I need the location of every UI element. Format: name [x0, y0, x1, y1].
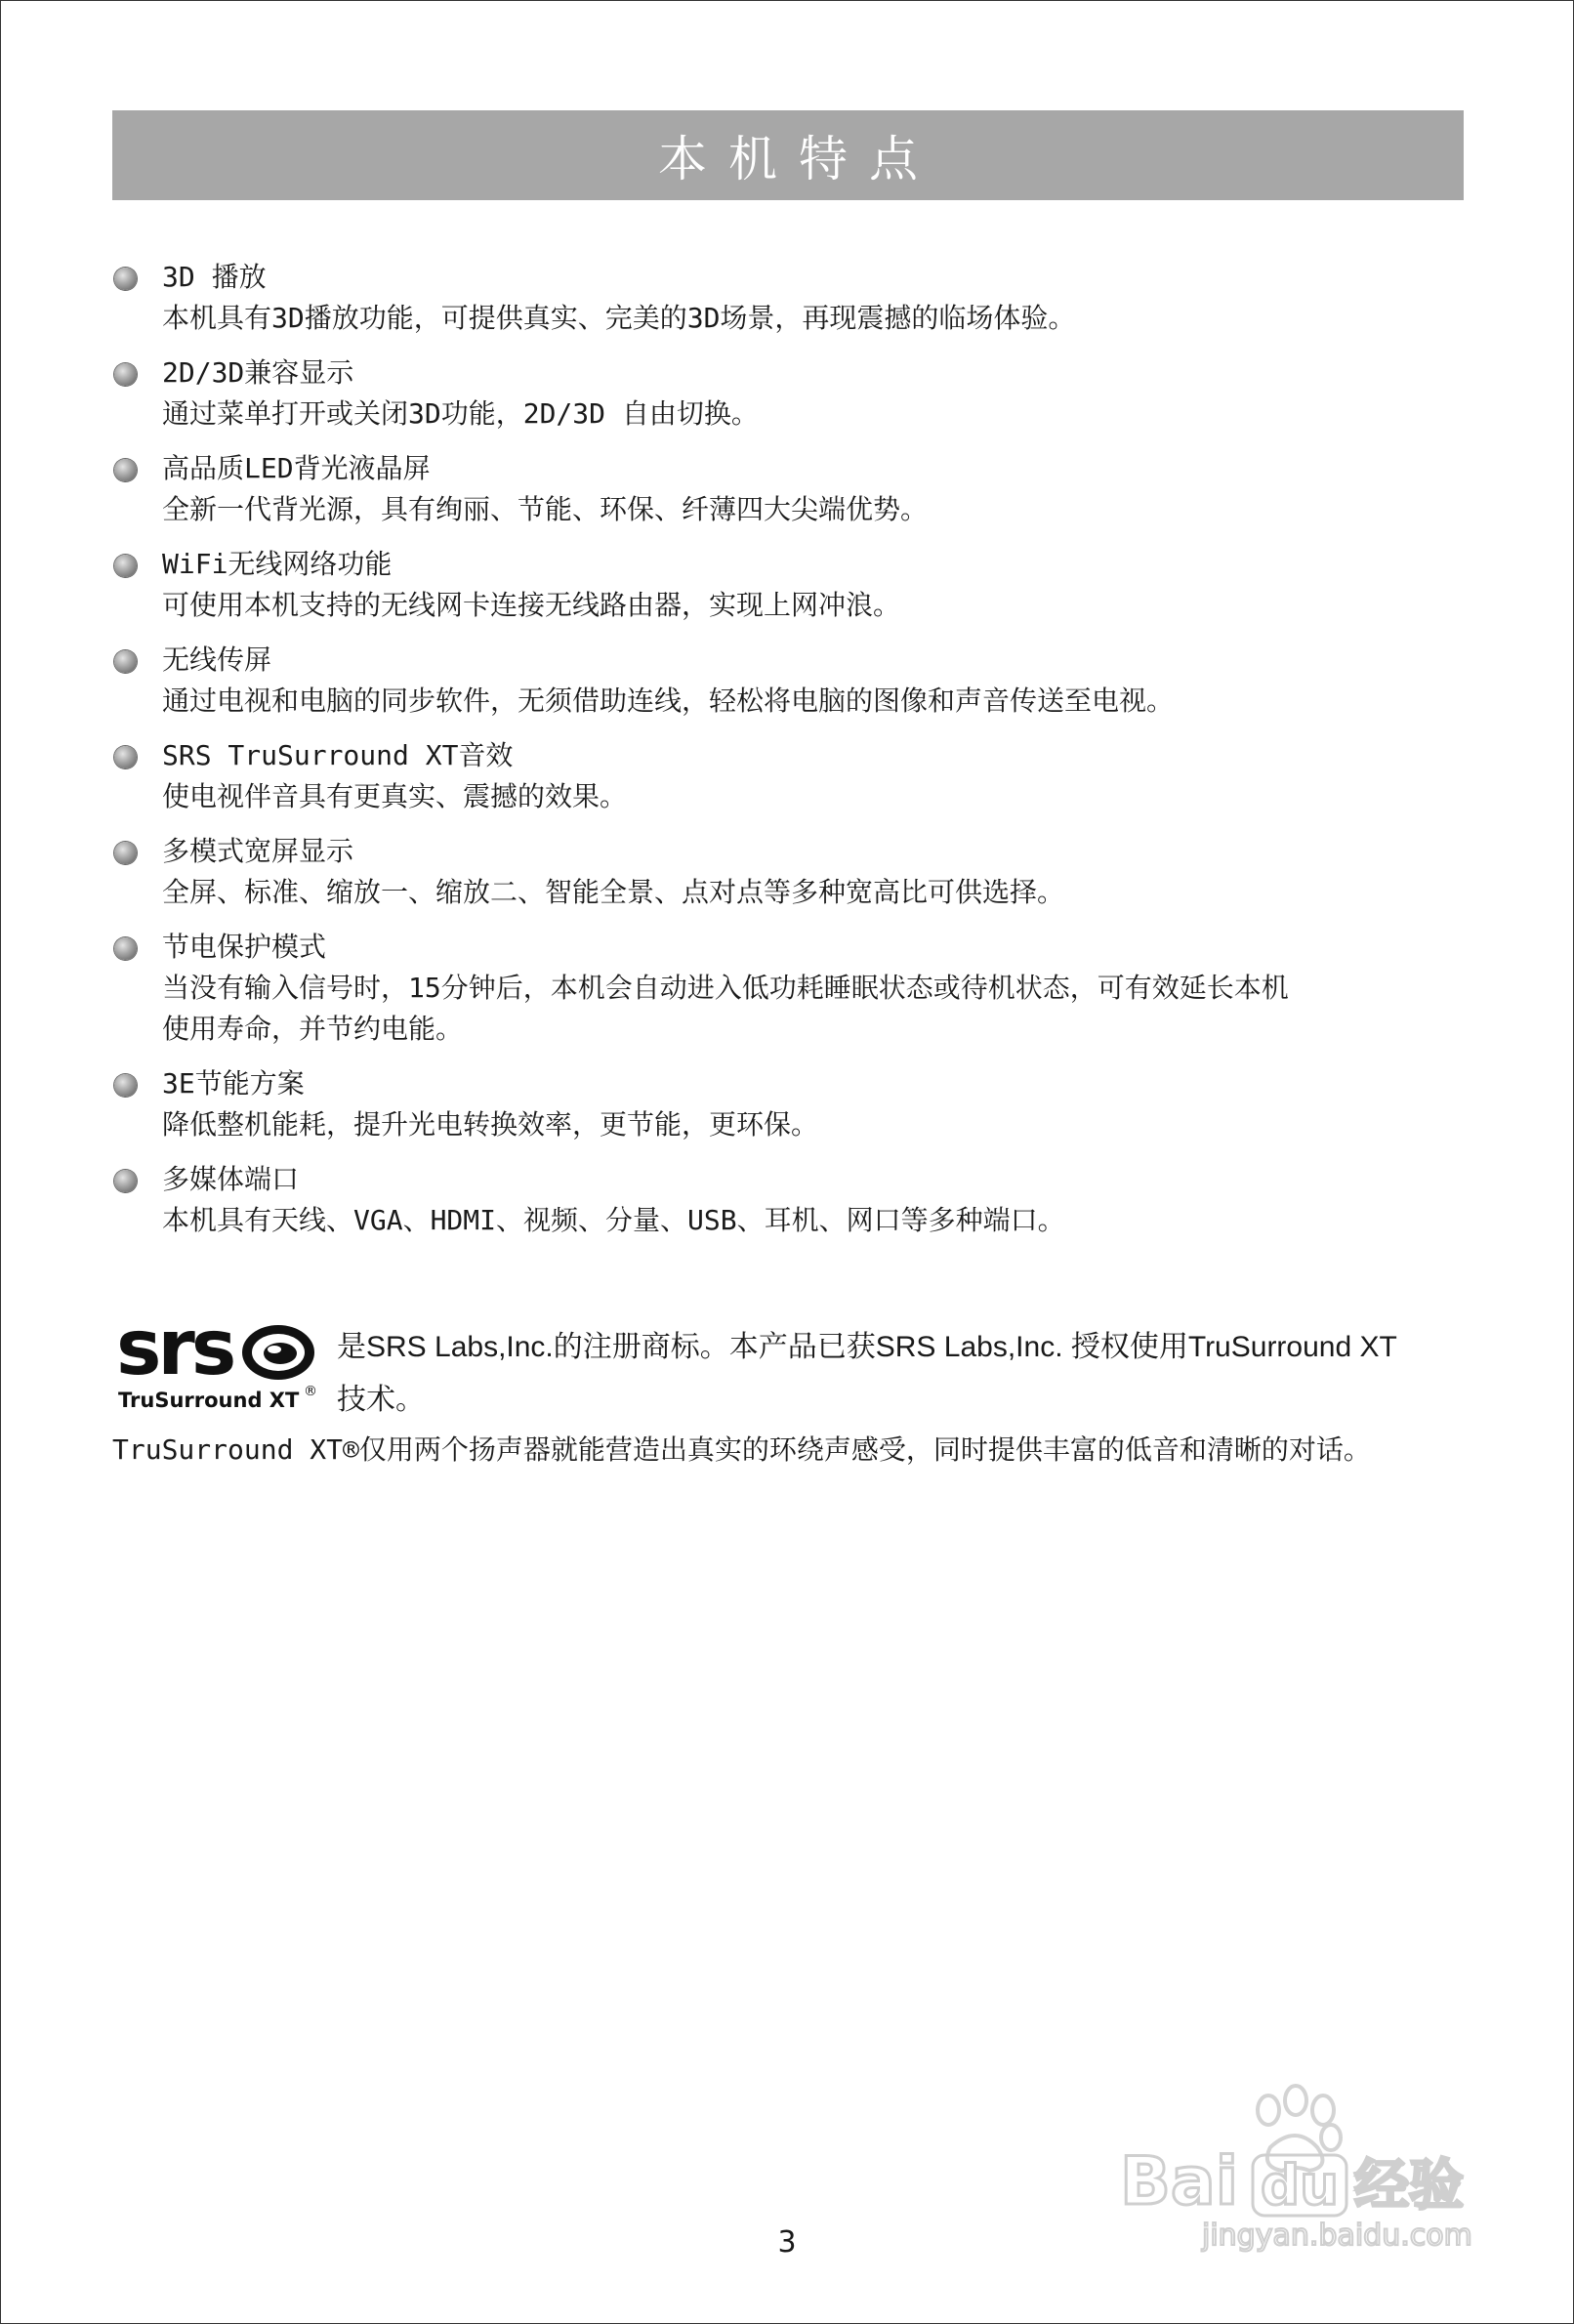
feature-description: 当没有输入信号时，15分钟后，本机会自动进入低功耗睡眠状态或待机状态，可有效延长本机 [162, 972, 1289, 1004]
feature-item [112, 353, 1470, 435]
srs-logo-ring-center [264, 1343, 297, 1364]
feature-description: 降低整机能耗，提升光电转换效率，更节能，更环保。 [162, 1108, 819, 1141]
srs-trademark-line-2: 技术。 [337, 1384, 425, 1416]
watermark-url: jingyan.baidu.com [1202, 2219, 1472, 2253]
bullet-icon [114, 459, 137, 481]
feature-title: 节电保护模式 [162, 931, 327, 963]
page-number: 3 [777, 2225, 797, 2260]
feature-item [112, 640, 1470, 722]
feature-item [112, 448, 1470, 530]
watermark-brand-du: du [1261, 2154, 1339, 2218]
srs-trusurround-logo [116, 1313, 341, 1413]
feature-description: 使用寿命，并节约电能。 [162, 1013, 464, 1045]
srs-trademark-text [337, 1321, 1470, 1427]
feature-title: 高品质LED背光液晶屏 [162, 452, 431, 484]
trusurround-note: TruSurround XT®仅用两个扬声器就能营造出真实的环绕声感受，同时提供丰富的低音和清晰的对话。 [112, 1433, 1371, 1466]
watermark-brand-latin: Bai [1120, 2143, 1239, 2220]
watermark-brand-cn: 经验 [1354, 2154, 1464, 2218]
srs-logo-mark: ® [304, 1384, 317, 1399]
feature-title: 多模式宽屏显示 [162, 835, 354, 867]
srs-trademark-line-1: 是SRS Labs,Inc.的注册商标。本产品已获SRS Labs,Inc. 授权使用TruSurround XT [337, 1331, 1397, 1363]
srs-logo-text: srs [116, 1313, 233, 1392]
feature-item [112, 544, 1470, 626]
feature-description: 使电视伴音具有更真实、震撼的效果。 [162, 780, 628, 812]
feature-item [112, 1159, 1470, 1241]
feature-title: WiFi无线网络功能 [162, 548, 393, 580]
feature-title: 3E节能方案 [162, 1067, 305, 1100]
feature-title: 2D/3D兼容显示 [162, 356, 354, 389]
feature-item [112, 1063, 1470, 1145]
srs-logo-subtext: TruSurround XT [118, 1389, 300, 1412]
bullet-icon [114, 268, 137, 290]
bullet-icon [114, 746, 137, 768]
bullet-icon [114, 1170, 137, 1192]
page-title: 本机特点 [658, 131, 939, 187]
feature-description: 全屏、标准、缩放一、缩放二、智能全景、点对点等多种宽高比可供选择。 [162, 876, 1065, 908]
feature-description: 通过电视和电脑的同步软件，无须借助连线，轻松将电脑的图像和声音传送至电视。 [162, 685, 1175, 717]
bullet-icon [114, 650, 137, 673]
bullet-icon [114, 842, 137, 864]
feature-item [112, 927, 1470, 1050]
srs-logo-ring-highlight [268, 1346, 281, 1353]
feature-description: 本机具有天线、VGA、HDMI、视频、分量、USB、耳机、网口等多种端口。 [162, 1204, 1065, 1236]
title-bar [112, 110, 1464, 200]
bullet-icon [114, 1074, 137, 1097]
feature-list [112, 257, 1470, 1241]
bullet-icon [114, 555, 137, 577]
bullet-icon [114, 363, 137, 386]
feature-title: 3D 播放 [162, 261, 267, 293]
feature-item [112, 831, 1470, 913]
feature-item [112, 257, 1470, 339]
feature-title: 多媒体端口 [162, 1163, 300, 1195]
feature-description: 本机具有3D播放功能，可提供真实、完美的3D场景，再现震撼的临场体验。 [162, 302, 1076, 334]
feature-item [112, 735, 1470, 817]
bullet-icon [114, 937, 137, 960]
feature-title: SRS TruSurround XT音效 [162, 739, 514, 771]
feature-description: 全新一代背光源，具有绚丽、节能、环保、纤薄四大尖端优势。 [162, 493, 929, 525]
feature-title: 无线传屏 [162, 643, 272, 676]
feature-description: 通过菜单打开或关闭3D功能，2D/3D 自由切换。 [162, 397, 759, 430]
feature-description: 可使用本机支持的无线网卡连接无线路由器，实现上网冲浪。 [162, 589, 901, 621]
